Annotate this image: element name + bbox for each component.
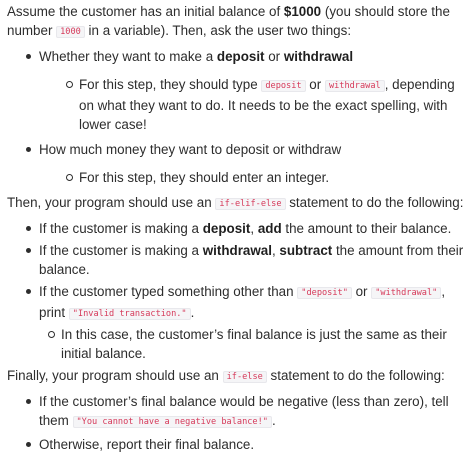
sub-item-text: In this case, the customer’s final balance is just the same as their initial balance. (61, 327, 447, 361)
bold-add: add (257, 221, 282, 236)
list-item-text: or (351, 284, 372, 299)
list-item-text: , (271, 243, 280, 258)
list-item-invalid (7, 282, 468, 363)
bold-deposit: deposit (202, 221, 251, 236)
intro-text-2: (you should store the number (7, 4, 450, 38)
ask-user-list (7, 47, 468, 187)
paragraph-text: Finally, your program should use an (7, 368, 223, 383)
bold-deposit: deposit (216, 49, 265, 64)
code-withdrawal: withdrawal (325, 80, 385, 92)
list-item-text: Otherwise, report their final balance. (39, 437, 255, 452)
list-item-text: , (250, 221, 258, 236)
paragraph-text: statement to do the following: (266, 368, 445, 383)
if-elif-else-paragraph (7, 193, 468, 214)
initial-balance-amount: $1000 (283, 4, 322, 19)
list-item-text: If the customer is making a (39, 243, 203, 258)
sub-list (39, 75, 468, 134)
code-withdrawal-string: "withdrawal" (371, 287, 441, 299)
sub-item-text: or (305, 77, 325, 92)
bold-subtract: subtract (279, 243, 333, 258)
conditions-list (7, 219, 468, 363)
paragraph-text: Then, your program should use an (7, 195, 216, 210)
list-item-text: or (264, 49, 284, 64)
sub-item-text: , depending on what they want to do. It needs to be the exact spelling, with lower case! (79, 77, 455, 132)
list-item-text: the amount to their balance. (281, 221, 452, 236)
list-item-amount (7, 140, 468, 187)
code-1000: 1000 (56, 26, 85, 38)
code-deposit: deposit (261, 80, 305, 92)
list-item-text: . (190, 305, 195, 320)
list-item-report-balance (7, 435, 468, 454)
intro-text-3: in a variable). Then, ask the user two things: (84, 23, 352, 38)
code-if-else: if-else (223, 371, 267, 383)
bold-withdrawal: withdrawal (202, 243, 272, 258)
list-item-negative-balance (7, 392, 468, 432)
list-item-withdrawal-subtract (7, 241, 468, 279)
sub-item-text: For this step, they should enter an integer. (79, 170, 330, 185)
list-item-deposit-add (7, 219, 468, 238)
list-item-text: Whether they want to make a (39, 49, 217, 64)
sub-item-balance-same (39, 325, 468, 363)
sub-list (39, 168, 468, 187)
code-negative-balance: "You cannot have a negative balance!" (73, 416, 272, 428)
list-item-text: the amount from their balance. (39, 243, 464, 277)
sub-item-integer (39, 168, 468, 187)
sub-item-text: For this step, they should type (79, 77, 262, 92)
paragraph-text: statement to do the following: (285, 195, 464, 210)
intro-paragraph (7, 2, 468, 42)
list-item-text: How much money they want to deposit or withdraw (39, 142, 342, 157)
list-item-text: print (39, 305, 69, 320)
list-item-text: . (271, 413, 276, 428)
bold-withdrawal: withdrawal (283, 49, 354, 64)
if-else-paragraph (7, 366, 468, 387)
sub-item-type-choice (39, 75, 468, 134)
code-invalid-transaction: "Invalid transaction." (69, 308, 191, 320)
list-item-text: If the customer typed something other than (39, 284, 298, 299)
list-item-text: If the customer’s final balance would be negative (less than zero), tell them (39, 394, 449, 428)
final-list (7, 392, 468, 454)
list-item-deposit-or-withdrawal (7, 47, 468, 134)
code-deposit-string: "deposit" (297, 287, 352, 299)
code-if-elif-else: if-elif-else (215, 198, 285, 210)
sub-list (39, 325, 468, 363)
list-item-text: If the customer is making a (39, 221, 203, 236)
intro-text: Assume the customer has an initial balance of (7, 4, 284, 19)
list-item-text: , (441, 284, 446, 299)
